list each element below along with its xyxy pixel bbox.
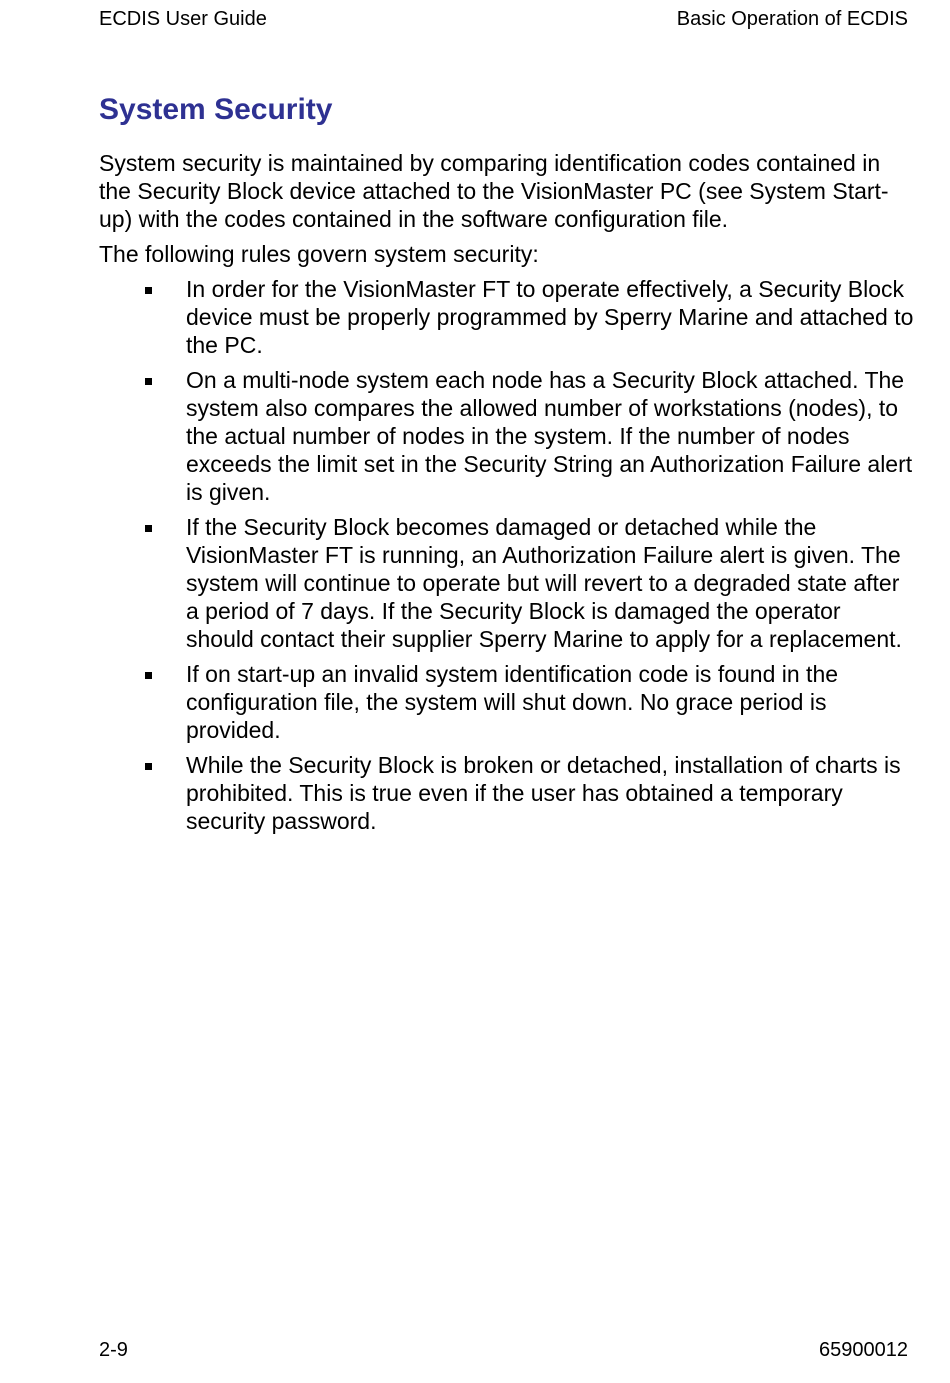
page-number: 2-9 [99, 1339, 128, 1361]
square-bullet-icon [145, 763, 152, 770]
rule-text: If the Security Block becomes damaged or detached while the VisionMaster FT is running, an Authorization Failure alert is given. The system will continue to operate but will revert to a degraded state after a period of 7 days. If the Security Block is damaged the operator should contact their supplier Sperry Marine to apply for a replacement. [186, 514, 902, 652]
rule-item [99, 366, 914, 506]
header-chapter-title: Basic Operation of ECDIS [676, 8, 908, 30]
rule-item [99, 751, 914, 835]
rules-list [99, 275, 914, 835]
rules-intro-paragraph: The following rules govern system security: [99, 241, 539, 267]
rule-item [99, 275, 914, 359]
section-title: System Security [99, 93, 333, 126]
rule-text: On a multi-node system each node has a Security Block attached. The system also compares the allowed number of workstations (nodes), to the actual number of nodes in the system. If the number of nodes exceeds the limit set in the Security String an Authorization Failure alert is given. [186, 367, 913, 505]
header-document-title: ECDIS User Guide [99, 8, 267, 30]
square-bullet-icon [145, 378, 152, 385]
section-body [99, 149, 914, 842]
rule-text: While the Security Block is broken or detached, installation of charts is prohibited. This is true even if the user has obtained a temporary security password. [186, 752, 901, 834]
rule-item [99, 660, 914, 744]
intro-paragraph: System security is maintained by comparing identification codes contained in the Security Block device attached to the VisionMaster PC (see System Start-up) with the codes contained in the software configuration file. [99, 150, 889, 232]
rule-item [99, 513, 914, 653]
rule-text: In order for the VisionMaster FT to operate effectively, a Security Block device must be properly programmed by Sperry Marine and attached to the PC. [186, 276, 914, 358]
document-number: 65900012 [819, 1339, 908, 1361]
rule-text: If on start-up an invalid system identification code is found in the configuration file, the system will shut down. No grace period is provided. [186, 661, 839, 743]
square-bullet-icon [145, 672, 152, 679]
square-bullet-icon [145, 525, 152, 532]
square-bullet-icon [145, 287, 152, 294]
